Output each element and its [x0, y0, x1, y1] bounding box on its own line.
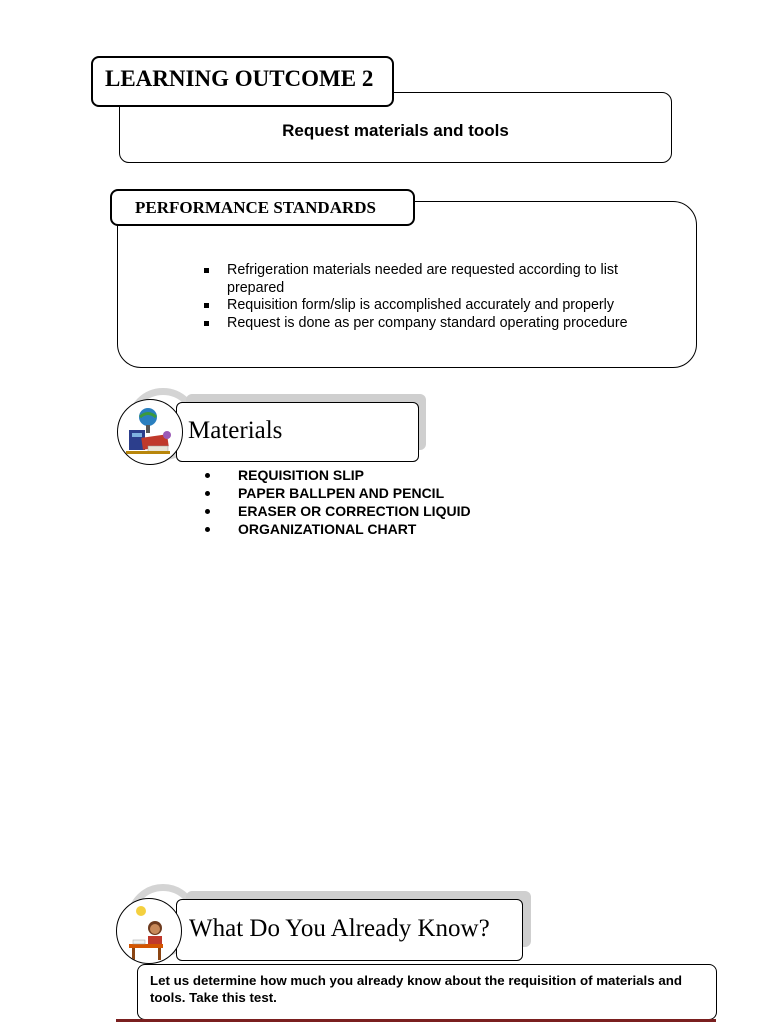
- bullet-dot: [205, 473, 210, 478]
- bullet-square: [204, 268, 209, 273]
- bullet-square: [204, 321, 209, 326]
- learning-outcome-subtitle: Request materials and tools: [282, 121, 509, 140]
- what-do-you-know-title: What Do You Already Know?: [176, 899, 523, 961]
- list-item: Requisition form/slip is accomplished accurately and properly: [202, 297, 672, 315]
- performance-standards-list: [202, 262, 672, 332]
- list-item: REQUISITION SLIP: [203, 466, 471, 484]
- materials-title: Materials: [176, 402, 419, 462]
- list-item: ORGANIZATIONAL CHART: [203, 520, 471, 538]
- performance-standards-title: PERFORMANCE STANDARDS: [110, 189, 415, 226]
- intro-text-box: Let us determine how much you already know about the requisition of materials and tools. Take this test.: [137, 964, 717, 1020]
- bullet-square: [204, 303, 209, 308]
- bullet-dot: [205, 509, 210, 514]
- list-item: ERASER OR CORRECTION LIQUID: [203, 502, 471, 520]
- materials-list: [203, 466, 471, 538]
- footer-rule: [116, 1019, 716, 1022]
- bullet-dot: [205, 527, 210, 532]
- list-item: Refrigeration materials needed are requested according to list prepared: [202, 262, 672, 297]
- list-item: Request is done as per company standard operating procedure: [202, 315, 672, 333]
- bullet-dot: [205, 491, 210, 496]
- student-thinking-icon: [116, 898, 182, 964]
- materials-clipart-icon: [117, 399, 183, 465]
- list-item: PAPER BALLPEN AND PENCIL: [203, 484, 471, 502]
- learning-outcome-title: LEARNING OUTCOME 2: [91, 56, 394, 107]
